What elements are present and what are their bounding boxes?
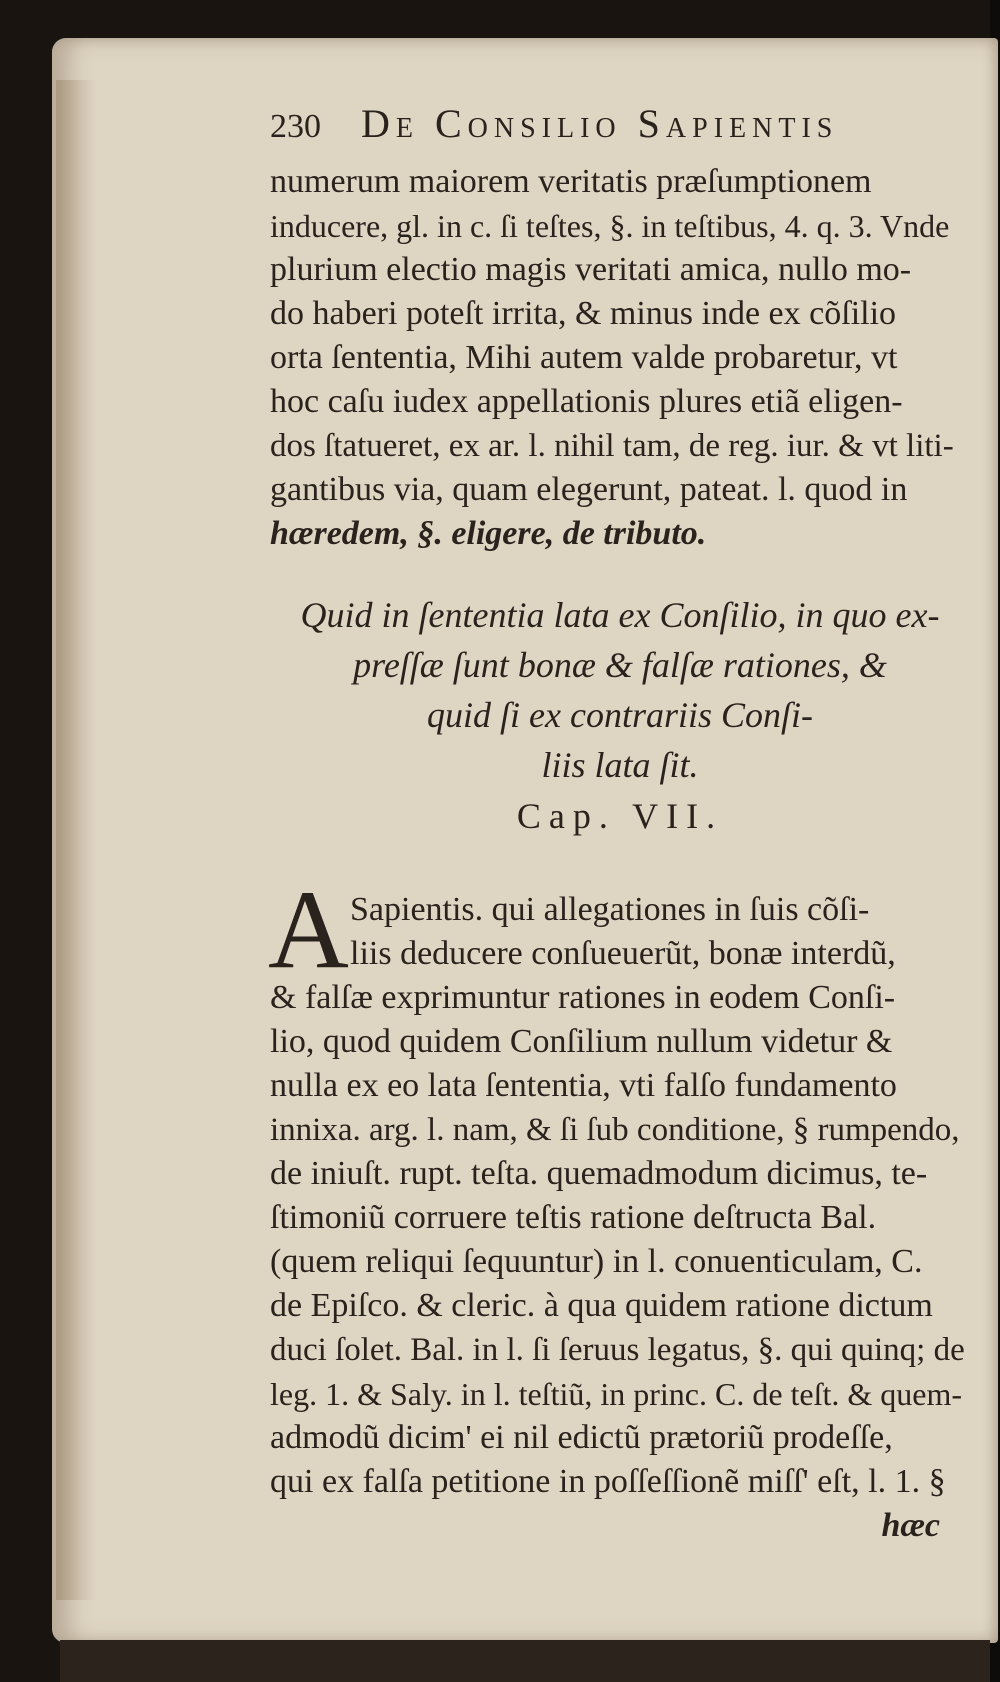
heading-line: quid ſi ex contrariis Conſi- bbox=[427, 695, 813, 735]
catchword: hæc bbox=[881, 1507, 940, 1544]
text-line: innixa. arg. l. nam, & ſi ſub conditione, § rumpendo, bbox=[270, 1112, 960, 1148]
text-line: gantibus via, quam elegerunt, pateat. l. quod in bbox=[270, 471, 908, 508]
text-line: lio, quod quidem Conſilium nullum videtur & bbox=[270, 1023, 893, 1060]
drop-cap: A bbox=[268, 868, 349, 992]
heading-line: liis lata ſit. bbox=[541, 745, 699, 785]
running-header bbox=[270, 100, 970, 160]
text-line: liis deducere conſueuerũt, bonæ interdũ, bbox=[350, 935, 896, 972]
text-line: & falſæ exprimuntur rationes in eodem Conſi- bbox=[270, 979, 896, 1016]
text-line: hoc caſu iudex appellationis plures etiã eligen- bbox=[270, 383, 903, 420]
text-line: plurium electio magis veritati amica, nullo mo- bbox=[270, 251, 912, 288]
text-line: inducere, gl. in c. ſi teſtes, §. in teſtibus, 4. q. 3. Vnde bbox=[270, 208, 950, 244]
running-title: De Consilio Sapientis bbox=[361, 101, 839, 146]
text-line: numerum maiorem veritatis præſumptionem bbox=[270, 163, 872, 200]
text-line: de iniuſt. rupt. teſta. quemadmodum dicimus, te- bbox=[270, 1155, 928, 1192]
text-line: orta ſententia, Mihi autem valde probaretur, vt bbox=[270, 339, 898, 376]
text-line: hæredem, §. eligere, de tributo. bbox=[270, 515, 707, 552]
text-line: (quem reliqui ſequuntur) in l. conuenticulam, C. bbox=[270, 1243, 923, 1280]
page-number: 230 bbox=[270, 108, 321, 145]
text-line: leg. 1. & Saly. in l. teſtiũ, in princ. C. de teſt. & quem- bbox=[270, 1376, 963, 1412]
text-line: dos ſtatueret, ex ar. l. nihil tam, de reg. iur. & vt liti- bbox=[270, 428, 954, 464]
text-line: admodũ dicim' ei nil edictũ prætoriũ prodeſſe, bbox=[270, 1419, 893, 1456]
chapter-heading bbox=[270, 590, 970, 790]
text-line: duci ſolet. Bal. in l. ſi ſeruus legatus, §. qui quinq; de bbox=[270, 1332, 965, 1368]
paragraph-2 bbox=[270, 888, 970, 1548]
text-line: do haberi poteſt irrita, & minus inde ex cõſilio bbox=[270, 295, 897, 332]
text-line: Sapientis. qui allegationes in ſuis cõſi- bbox=[350, 891, 870, 928]
heading-line: preſſæ ſunt bonæ & falſæ rationes, & bbox=[353, 645, 887, 685]
text-line: de Epiſco. & cleric. à qua quidem ratione dictum bbox=[270, 1287, 933, 1324]
text-line: ſtimoniũ corruere teſtis ratione deſtructa Bal. bbox=[270, 1199, 877, 1236]
text-line: nulla ex eo lata ſententia, vti falſo fundamento bbox=[270, 1067, 897, 1104]
page-bottom-edge bbox=[60, 1640, 990, 1682]
heading-line: Quid in ſententia lata ex Conſilio, in quo ex- bbox=[300, 595, 940, 635]
text-line: qui ex falſa petitione in poſſeſſionẽ miſſ' eſt, l. 1. § bbox=[270, 1463, 946, 1500]
page-gutter bbox=[56, 80, 96, 1600]
chapter-number: Cap. VII. bbox=[516, 796, 724, 836]
paragraph-1 bbox=[270, 160, 970, 556]
